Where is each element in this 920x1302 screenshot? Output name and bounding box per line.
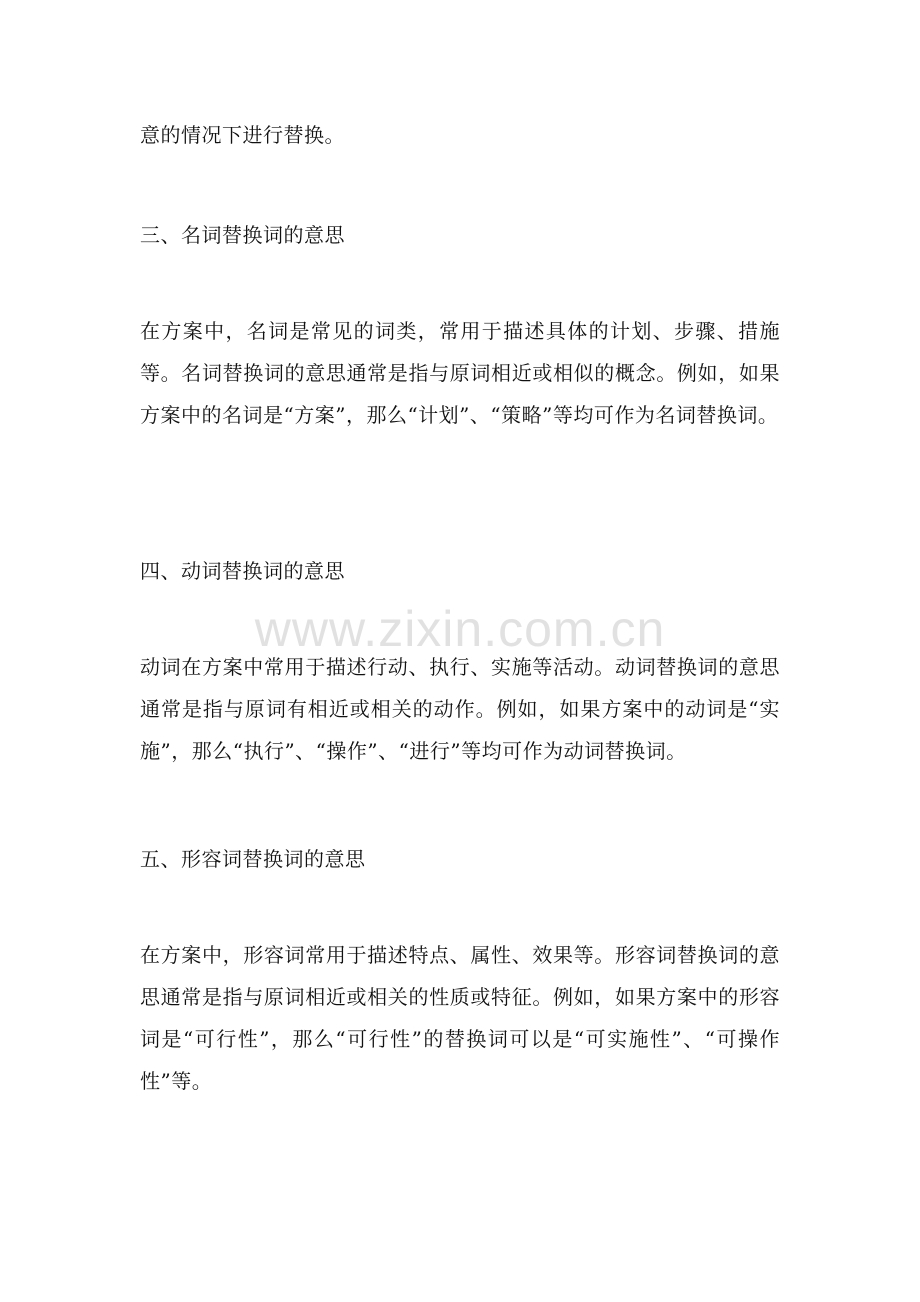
section-body-verbs: 动词在方案中常用于描述行动、执行、实施等活动。动词替换词的意思通常是指与原词有相近或相关的动作。例如，如果方案中的动词是“实施”，那么“执行”、“操作”、“进行”等均可作为动词替换词。 [140, 655, 780, 763]
section-heading-verbs: 四、动词替换词的意思 [140, 559, 345, 583]
watermark: www.zixin.com.cn [254, 601, 666, 657]
section-heading-nouns: 三、名词替换词的意思 [140, 223, 345, 247]
intro-paragraph-tail: 意的情况下进行替换。 [140, 123, 345, 147]
section-heading-adjectives: 五、形容词替换词的意思 [140, 847, 366, 871]
section-body-adjectives: 在方案中，形容词常用于描述特点、属性、效果等。形容词替换词的意思通常是指与原词相近或相关的性质或特征。例如，如果方案中的形容词是“可行性”，那么“可行性”的替换词可以是“可实施性”、“可操作性”等。 [140, 943, 780, 1093]
section-body-nouns: 在方案中，名词是常见的词类，常用于描述具体的计划、步骤、措施等。名词替换词的意思通常是指与原词相近或相似的概念。例如，如果方案中的名词是“方案”，那么“计划”、“策略”等均可作为名词替换词。 [140, 319, 780, 427]
